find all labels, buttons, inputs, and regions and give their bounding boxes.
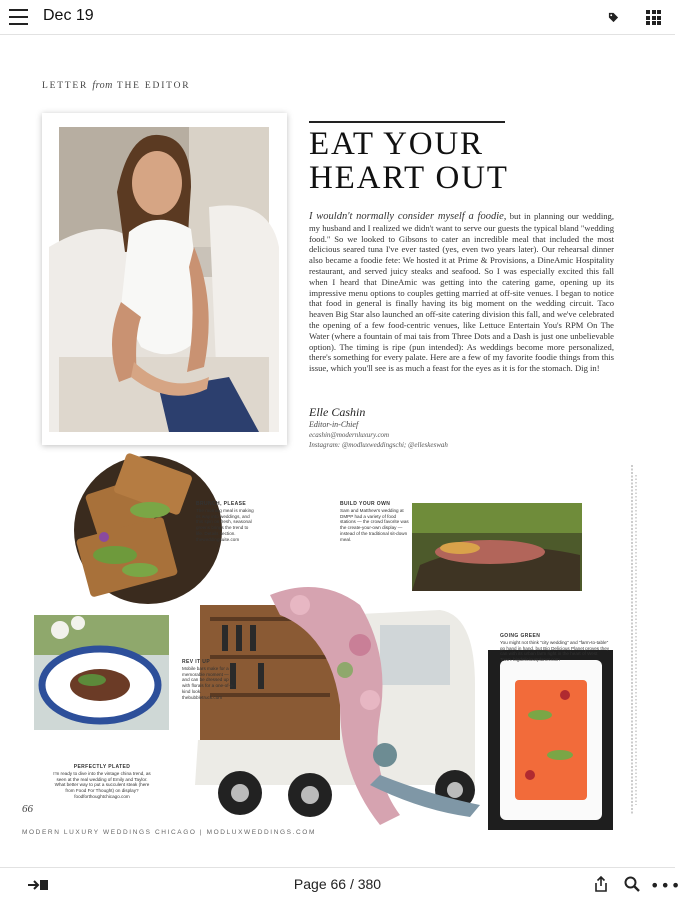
mobile-bar-truck-image: [195, 587, 480, 825]
lead-in: I wouldn't normally consider myself a foodie,: [309, 211, 507, 222]
caption-rev-it-up: REV IT UP Mobile bars make for a memorable moment — and can be dressed up with florals for a one-of-a-kind look. thebubbletruck.com: [182, 659, 235, 700]
going-green-image: [488, 650, 613, 830]
build-your-own-image: [412, 503, 582, 591]
issue-date: Dec 19: [43, 7, 94, 24]
menu-icon[interactable]: [9, 9, 28, 25]
bottom-toolbar: [0, 867, 681, 901]
search-icon[interactable]: [624, 876, 640, 892]
body-copy: but in planning our wedding, my husband and I realized we didn't want to serve our guests the typical bland "wedding food." So we looked to Gibsons to cater an incredible meal that included the most delicious seared tuna I've ever tasted (yes, even two years later). Our rehearsal dinner also became a foodie fete: We hosted it at Prime & Provisions, a DineAmic Hospitality restaurant, and served juicy steaks and seafood. So I was especially excited this fall when I heard that DineAmic was getting into the catering game, opening up its impressive menu options to couples getting married at off-site venues. I began to notice that food in general is finally having its big moment on the wedding circuit. Taco heaven Big Star also launched an off-site catering division this fall, and we've celebrated the opening of a few food-centric venues, like Lettuce Entertain You's RPM On The Water (where a fountain of mai tais from Three Dots and a Dash is just one unbelievable option). The timing is ripe (pun intended): As weddings become more personalized, there's something for every palate. Here are a few of my favorite foodie things from this issue, which you'll see is as much a feast for the eyes as it is for the stomach. Dig in!: [309, 211, 614, 374]
photo-credit-strip: [628, 465, 640, 815]
tag-icon[interactable]: [608, 12, 619, 23]
editor-signature: Elle Cashin: [309, 405, 366, 419]
article-headline: EAT YOUR HEART OUT: [309, 126, 509, 196]
page-indicator: Page 66 / 380: [293, 876, 382, 892]
caption-perfectly-plated: PERFECTLY PLATED I'm ready to dive into the vintage china trend, as seen at the real wedding of Emily and Taylor. What better way to put a succulent steak (here from Food For Thought) on display? foodforthoughtchicago.com: [53, 764, 151, 799]
caption-build-your-own: BUILD YOUR OWN Sam and Matthew's wedding at DMPP had a variety of food stations — the crowd favorite was the create-your-own display — instead of the traditional sit-down meal.: [340, 501, 409, 542]
page-number: 66: [22, 803, 33, 815]
more-options-icon[interactable]: •••: [650, 876, 681, 895]
editor-title: Editor-in-Chief: [309, 420, 359, 429]
caption-brunch: BRUNCH, PLEASE The morning meal is making its way into weddings, and this spin on fresh, seasonal greens brings the trend to life. Details section. theweddingsuite.com: [196, 501, 254, 542]
perfectly-plated-image: [34, 615, 169, 730]
magazine-page: [0, 35, 675, 866]
top-toolbar: [0, 0, 675, 35]
article-body: [309, 211, 614, 374]
editor-photo-frame: [42, 113, 287, 445]
caption-going-green: GOING GREEN You might not think "city wedding" and "farm-to-table" go hand in hand, but Big Delicious Planet proves they can with its urban farm right in the heart of West Town. bigdeliciousplanet.com: [500, 633, 610, 663]
section-label: LETTER from THE EDITOR: [42, 80, 191, 91]
grid-view-icon[interactable]: [646, 10, 661, 25]
editor-instagram: Instagram: @modluxweddingschi; @elleskeswah: [309, 441, 448, 449]
publication-footer: MODERN LUXURY WEDDINGS CHICAGO | MODLUXWEDDINGS.COM: [22, 829, 316, 836]
share-icon[interactable]: [594, 876, 608, 892]
editor-portrait-image: [59, 127, 269, 432]
headline-rule: [309, 121, 505, 123]
editor-email: ecashin@modernluxury.com: [309, 431, 390, 439]
